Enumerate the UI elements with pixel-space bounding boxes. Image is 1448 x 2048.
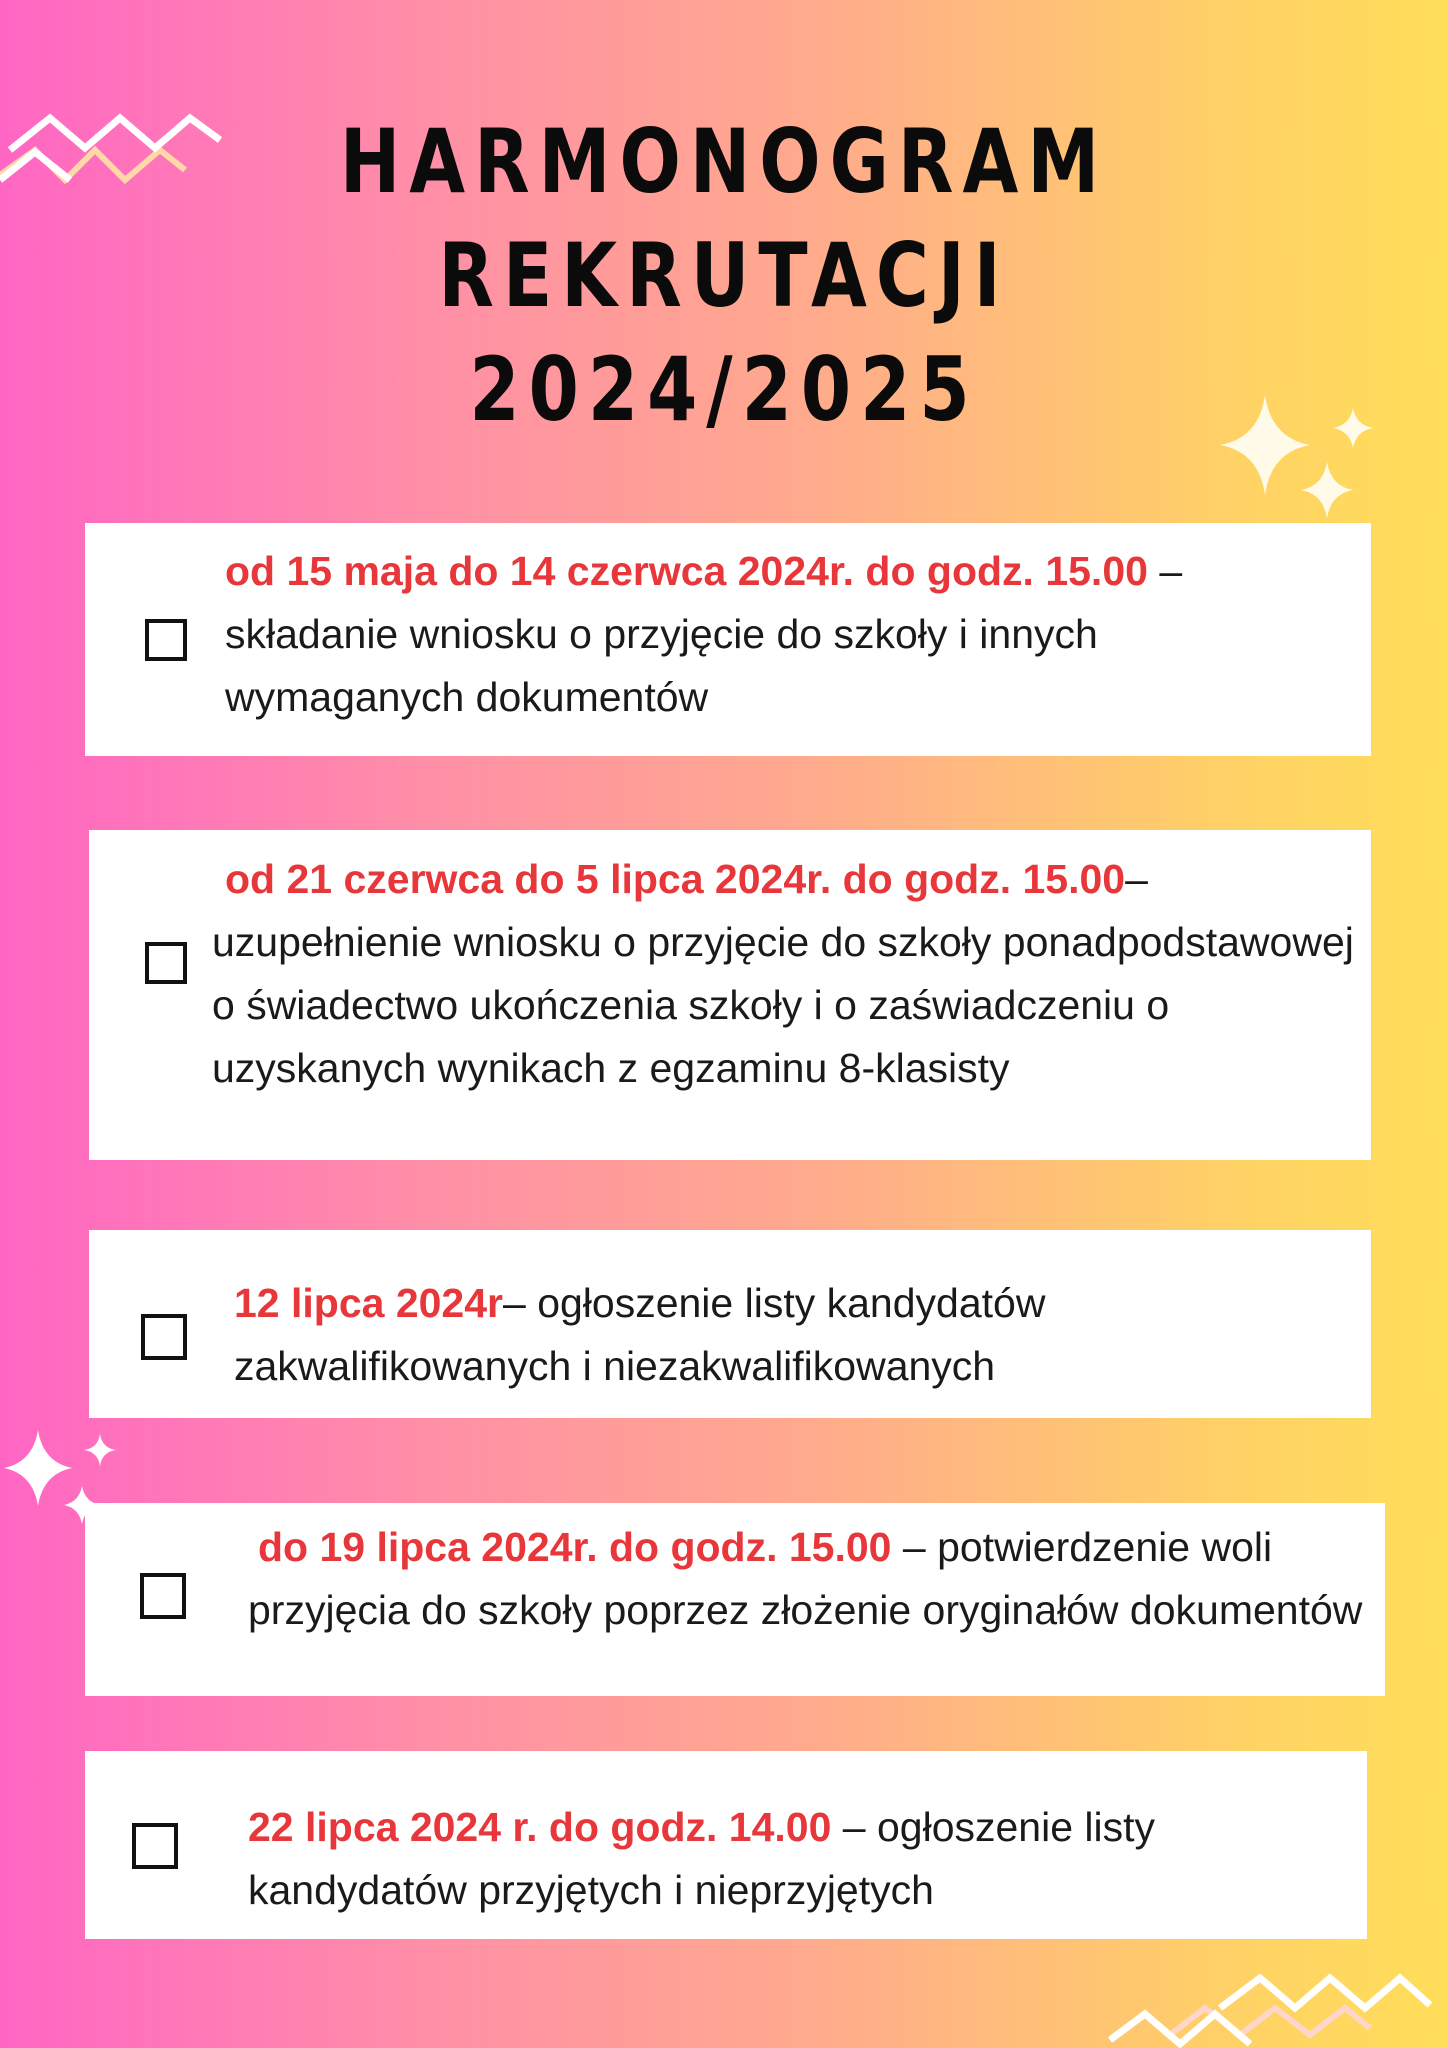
- schedule-description: ogłoszenie listy kandydatów przyjętych i nieprzyjętych: [248, 1804, 1156, 1913]
- schedule-date: 22 lipca 2024 r. do godz. 14.00: [248, 1804, 832, 1850]
- schedule-item-5: [85, 1751, 1367, 1939]
- schedule-description: składanie wniosku o przyjęcie do szkoły i innych wymaganych dokumentów: [225, 611, 1098, 720]
- schedule-date: 12 lipca 2024r: [234, 1280, 503, 1326]
- separator: –: [1147, 548, 1183, 594]
- checkbox-icon[interactable]: [145, 942, 187, 984]
- checkbox-icon[interactable]: [132, 1823, 178, 1869]
- separator: –: [1125, 856, 1148, 902]
- separator: –: [831, 1804, 877, 1850]
- schedule-item-text: [248, 1796, 1328, 1922]
- separator: –: [502, 1280, 538, 1326]
- schedule-item-text: [234, 1272, 1344, 1398]
- zigzag-bottom-right-icon: [1100, 1930, 1448, 2048]
- schedule-date: od 21 czerwca do 5 lipca 2024r. do godz. 15.00: [225, 856, 1126, 902]
- schedule-item-2: [89, 830, 1371, 1160]
- schedule-item-4: [85, 1503, 1385, 1696]
- checkbox-icon[interactable]: [140, 1573, 186, 1619]
- schedule-item-text: [248, 1516, 1373, 1642]
- schedule-description: ogłoszenie listy kandydatów zakwalifikowanych i niezakwalifikowanych: [234, 1280, 1046, 1389]
- schedule-item-text: [225, 540, 1345, 729]
- title-line-3: 2024/2025: [469, 338, 979, 441]
- schedule-date: do 19 lipca 2024r. do godz. 15.00: [258, 1524, 892, 1570]
- separator: –: [891, 1524, 938, 1570]
- schedule-date: od 15 maja do 14 czerwca 2024r. do godz. 15.00: [225, 548, 1148, 594]
- checkbox-icon[interactable]: [145, 619, 187, 661]
- checkbox-icon[interactable]: [141, 1314, 187, 1360]
- schedule-item-3: [89, 1230, 1371, 1418]
- schedule-item-1: [85, 523, 1371, 756]
- title-line-1: HARMONOGRAM: [339, 110, 1109, 213]
- schedule-description: potwierdzenie woli przyjęcia do szkoły poprzez złożenie oryginałów dokumentów: [248, 1524, 1363, 1633]
- schedule-item-text: [212, 848, 1362, 1100]
- title-line-2: REKRUTACJI: [438, 224, 1010, 327]
- page-title: [130, 105, 1317, 447]
- schedule-description: uzupełnienie wniosku o przyjęcie do szkoły ponadpodstawowej o świadectwo ukończenia szkoły i o zaświadczeniu o uzyskanych wynikach z egzaminu 8-klasisty: [212, 919, 1354, 1091]
